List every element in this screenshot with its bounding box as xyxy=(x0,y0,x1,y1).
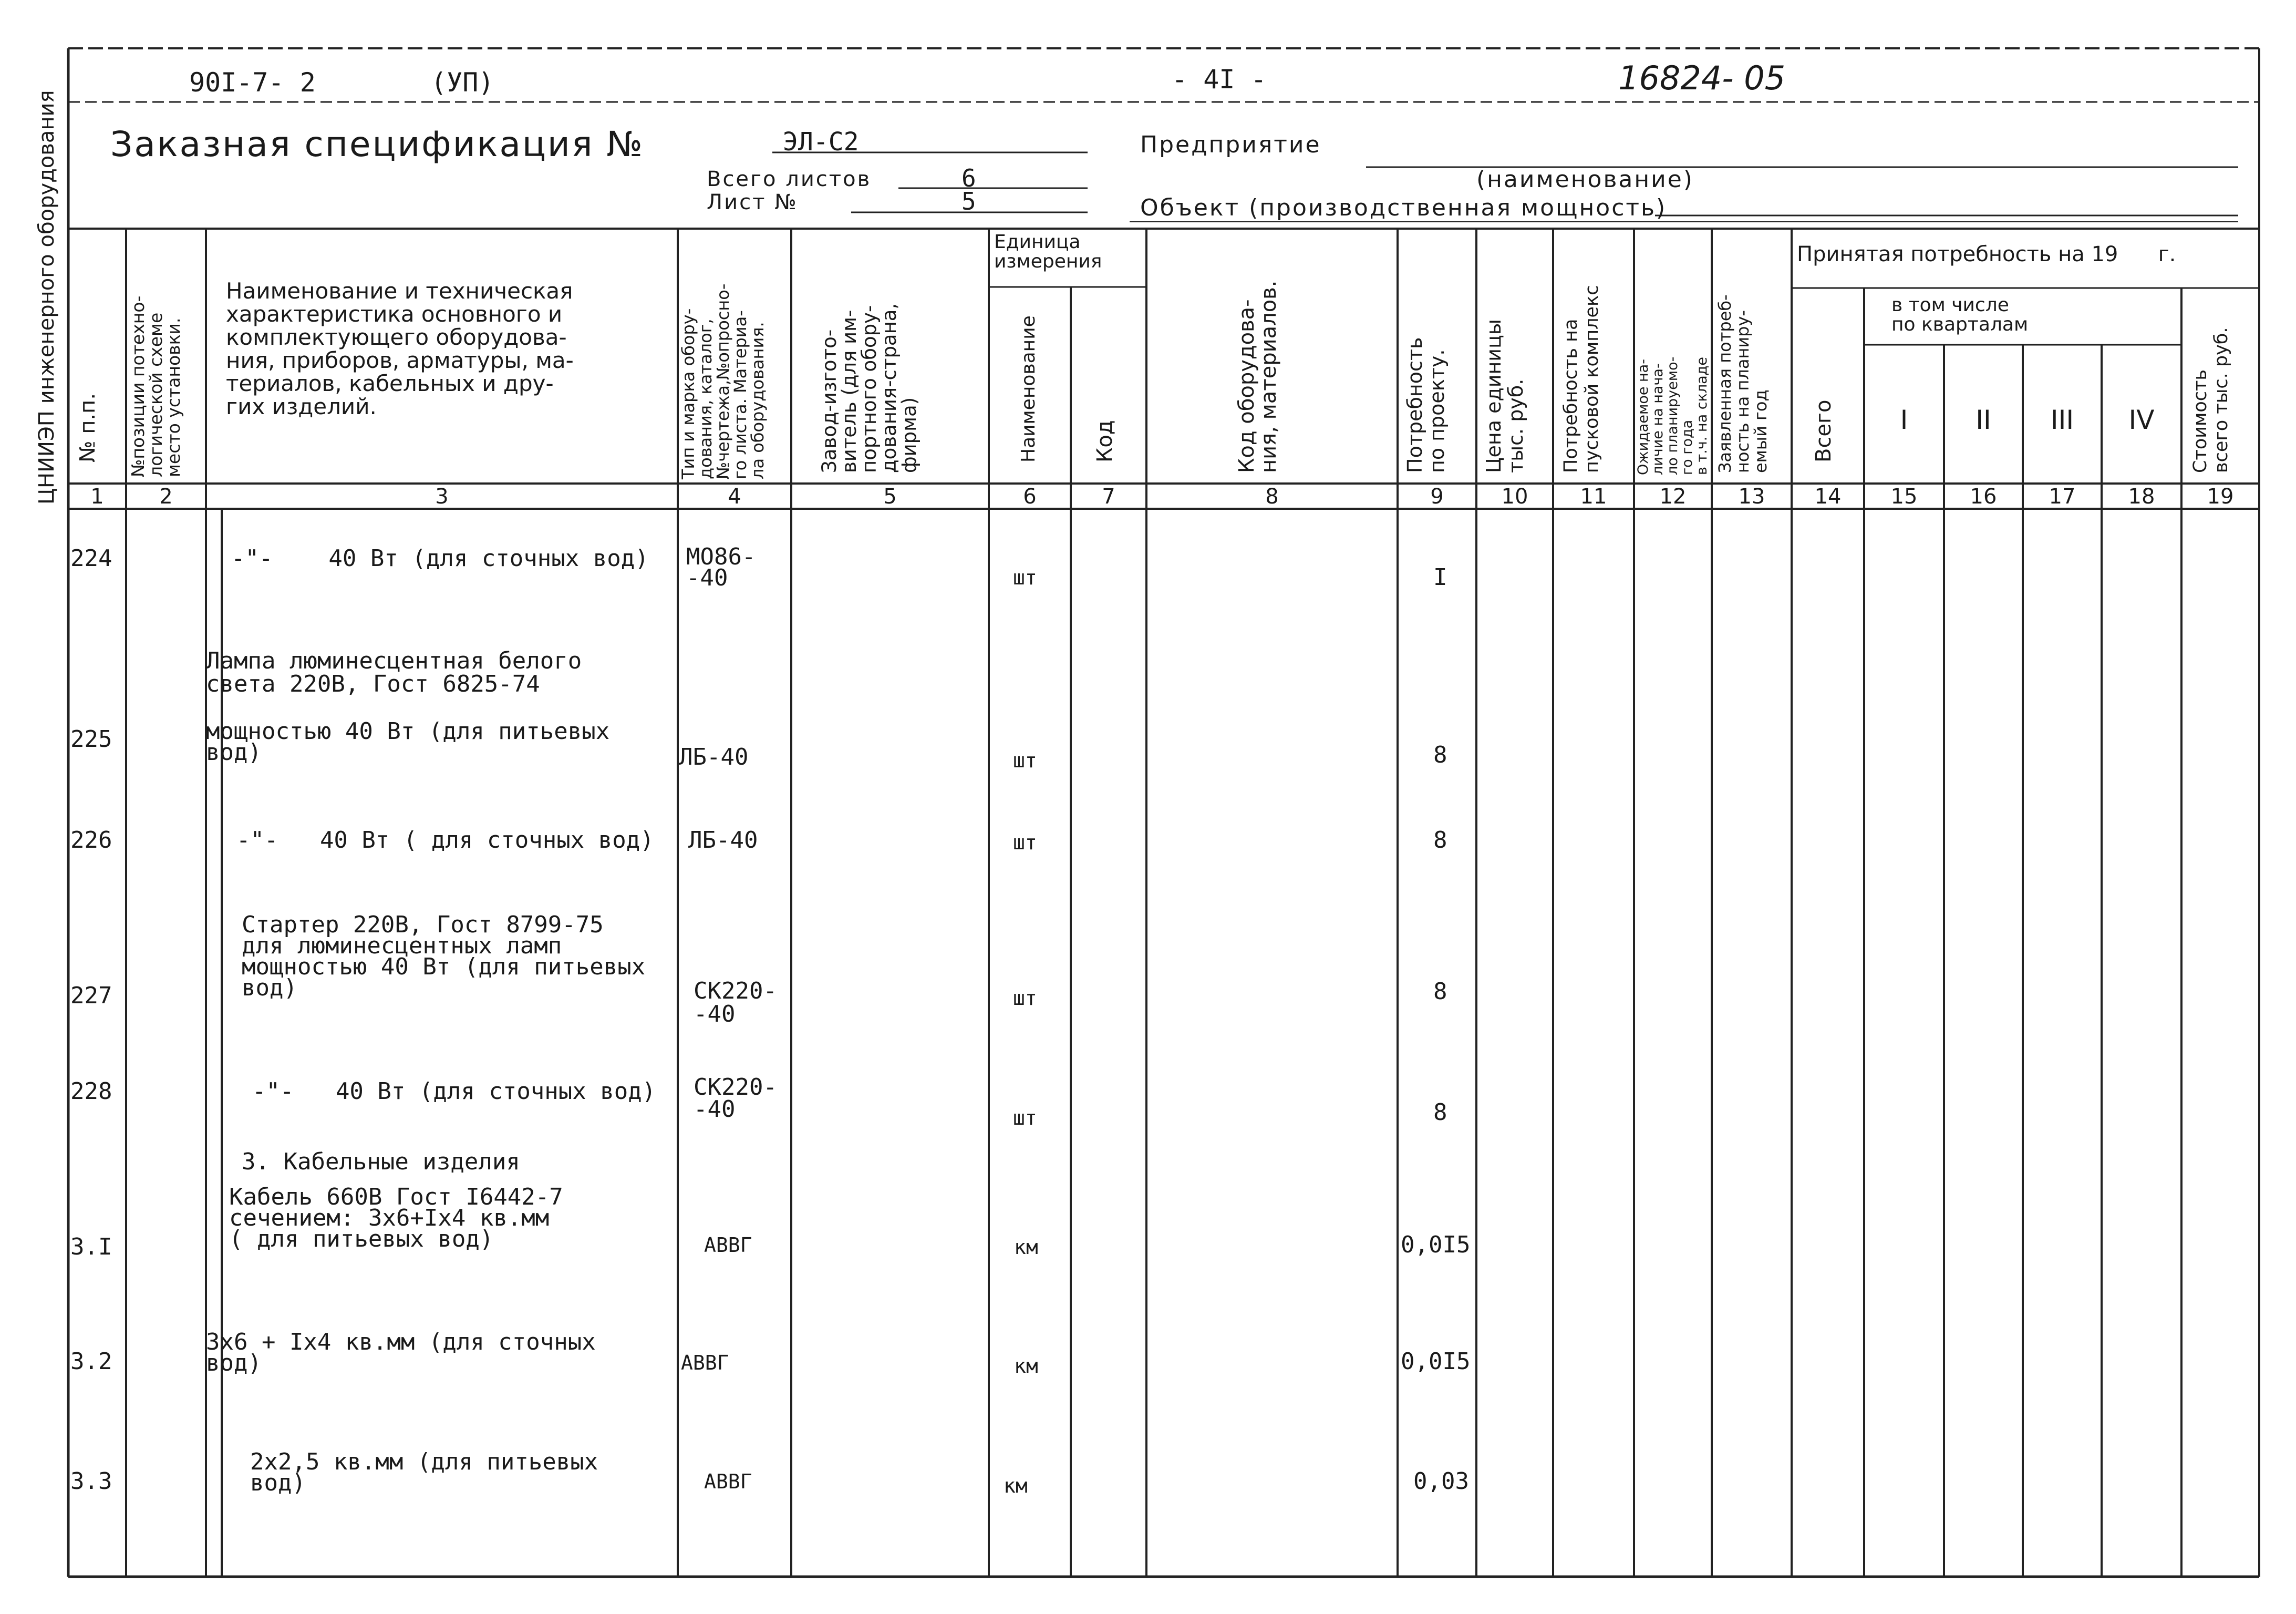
row-number: 225 xyxy=(70,726,112,753)
row-description: мощностью 40 Вт (для питьевых вод) xyxy=(206,718,610,766)
row-number: 3.2 xyxy=(70,1348,112,1375)
column-number: 2 xyxy=(159,485,173,509)
object-label: Объект (производственная мощность) xyxy=(1140,194,1667,221)
row-description: Кабель 660В Гост I6442-7 сечением: 3х6+Iх4 кв.мм ( для питьевых вод) xyxy=(229,1184,563,1252)
sheet-number: 5 xyxy=(961,187,976,215)
row-type: МО86- -40 xyxy=(686,543,756,591)
column-number: 11 xyxy=(1580,485,1607,509)
project-code: 90I-7- 2 xyxy=(189,67,316,98)
row-type: АВВГ xyxy=(704,1233,752,1257)
column-number: 9 xyxy=(1430,485,1444,509)
col-11-header: Потребность на пусковой комплекс xyxy=(1560,285,1602,473)
column-number: 1 xyxy=(90,485,104,509)
col-1-header: № п.п. xyxy=(76,393,100,462)
column-number: 8 xyxy=(1265,485,1279,509)
column-number: 5 xyxy=(883,485,897,509)
row-number: 227 xyxy=(70,982,112,1009)
section-heading: 3. Кабельные изделия xyxy=(242,1148,520,1175)
col-8-header: Код оборудова- ния, материалов. xyxy=(1235,280,1281,473)
column-number: 12 xyxy=(1659,485,1687,509)
row-qty: 0,0I5 xyxy=(1401,1348,1471,1375)
column-number: 4 xyxy=(728,485,741,509)
page-number: - 4I - xyxy=(1172,64,1267,95)
row-type: СК220- -40 xyxy=(694,978,777,1027)
row-qty: 8 xyxy=(1433,827,1447,854)
row-description: -"- 40 Вт (для сточных вод) xyxy=(231,545,649,572)
col-5-header: Завод-изгото- витель (для им- портного обору- дования-страна, фирма) xyxy=(818,303,921,473)
column-number: 16 xyxy=(1970,485,1997,509)
col-16-header: II xyxy=(1976,405,1991,435)
row-unit: шт xyxy=(1013,1106,1037,1129)
row-type: ЛБ-40 xyxy=(688,827,758,854)
side-label: ЦНИИЭП инженерного оборудования xyxy=(35,90,59,505)
row-qty: 8 xyxy=(1433,978,1447,1005)
col-7-header: Код xyxy=(1093,420,1117,462)
row-description: -"- 40 Вт ( для сточных вод) xyxy=(236,827,654,854)
column-number: 6 xyxy=(1023,485,1037,509)
row-description: 3х6 + Iх4 кв.мм (для сточных вод) xyxy=(206,1329,596,1376)
row-unit: км xyxy=(1014,1236,1038,1259)
col-18-header: IV xyxy=(2128,405,2155,435)
column-number: 18 xyxy=(2128,485,2155,509)
row-type: АВВГ xyxy=(681,1351,729,1374)
column-number: 19 xyxy=(2207,485,2234,509)
row-qty: I xyxy=(1433,564,1447,591)
spec-title: Заказная спецификация № xyxy=(110,124,645,165)
col-19-header: Стоимость всего тыс. руб. xyxy=(2190,327,2232,473)
column-number: 7 xyxy=(1102,485,1115,509)
row-number: 224 xyxy=(70,545,112,572)
row-unit: шт xyxy=(1013,831,1037,854)
row-type: ЛБ-40 xyxy=(679,744,749,770)
row-unit: км xyxy=(1004,1474,1028,1497)
column-number: 13 xyxy=(1738,485,1765,509)
row-type: СК220- -40 xyxy=(694,1074,777,1123)
row-number: 226 xyxy=(70,827,112,854)
row-description: -"- 40 Вт (для сточных вод) xyxy=(252,1078,656,1105)
row-qty: 0,0I5 xyxy=(1401,1231,1471,1258)
row-unit: шт xyxy=(1013,566,1037,589)
row-unit: шт xyxy=(1013,986,1037,1010)
column-number: 14 xyxy=(1814,485,1842,509)
name-label: (наименование) xyxy=(1476,166,1694,193)
column-number: 15 xyxy=(1890,485,1918,509)
unit-group-header: Единица измерения xyxy=(994,231,1102,272)
column-number: 3 xyxy=(435,485,449,509)
row-qty: 0,03 xyxy=(1413,1468,1469,1495)
row-qty: 8 xyxy=(1433,742,1447,768)
col-3-header: Наименование и техническая характеристика основного и комплектующего оборудова- ния, приборов, арматуры, ма- териалов, кабельных и дру- гих изделий. xyxy=(226,278,574,419)
row-description: Стартер 220В, Гост 8799-75 для люминесцентных ламп мощностью 40 Вт (для питьевых вод) xyxy=(242,911,646,1001)
col-10-header: Цена единицы тыс. руб. xyxy=(1482,319,1527,473)
column-number: 17 xyxy=(2049,485,2076,509)
col-4-header: Тип и марка обору- дования, каталог, №чертежа,№опросно- го листа. Материа- ла оборудования. xyxy=(678,283,768,479)
spec-number: ЭЛ-С2 xyxy=(783,127,859,157)
archive-number: 16824- 05 xyxy=(1618,59,1786,97)
row-number: 228 xyxy=(70,1078,112,1105)
col-6-header: Наименование xyxy=(1018,315,1039,462)
col-17-header: III xyxy=(2050,405,2074,435)
total-sheets: 6 xyxy=(961,164,976,192)
row-description: Лампа люминесцентная белого света 220В, Гост 6825-74 xyxy=(206,647,582,697)
col-14-header: Всего xyxy=(1812,399,1836,462)
col-12-header: Ожидаемое на- личие на нача- ло планируемо- го года в т.ч. на складе xyxy=(1635,356,1710,475)
row-qty: 8 xyxy=(1433,1099,1447,1126)
col-15-header: I xyxy=(1900,405,1908,435)
col-13-header: Заявленная потреб- ность на планиру- емый год xyxy=(1715,294,1771,473)
total-sheets-label: Всего листов xyxy=(707,167,872,191)
enterprise-label: Предприятие xyxy=(1140,131,1321,158)
col-2-header: №позиции потехно- логической схеме место установки. xyxy=(128,295,184,477)
column-number: 10 xyxy=(1501,485,1528,509)
album-label: (УП) xyxy=(431,67,494,98)
sheet-label: Лист № xyxy=(707,190,798,214)
row-description: 2х2,5 кв.мм (для питьевых вод) xyxy=(250,1448,598,1496)
quarters-group-header: в том числе по кварталам xyxy=(1891,294,2029,335)
row-type: АВВГ xyxy=(704,1470,752,1493)
row-number: 3.3 xyxy=(70,1468,112,1495)
row-number: 3.I xyxy=(70,1233,112,1260)
col-9-header: Потребность по проекту. xyxy=(1403,337,1449,473)
accepted-group-header: Принятая потребность на 19 г. xyxy=(1797,242,2176,266)
row-unit: км xyxy=(1014,1354,1038,1377)
row-unit: шт xyxy=(1013,749,1037,772)
